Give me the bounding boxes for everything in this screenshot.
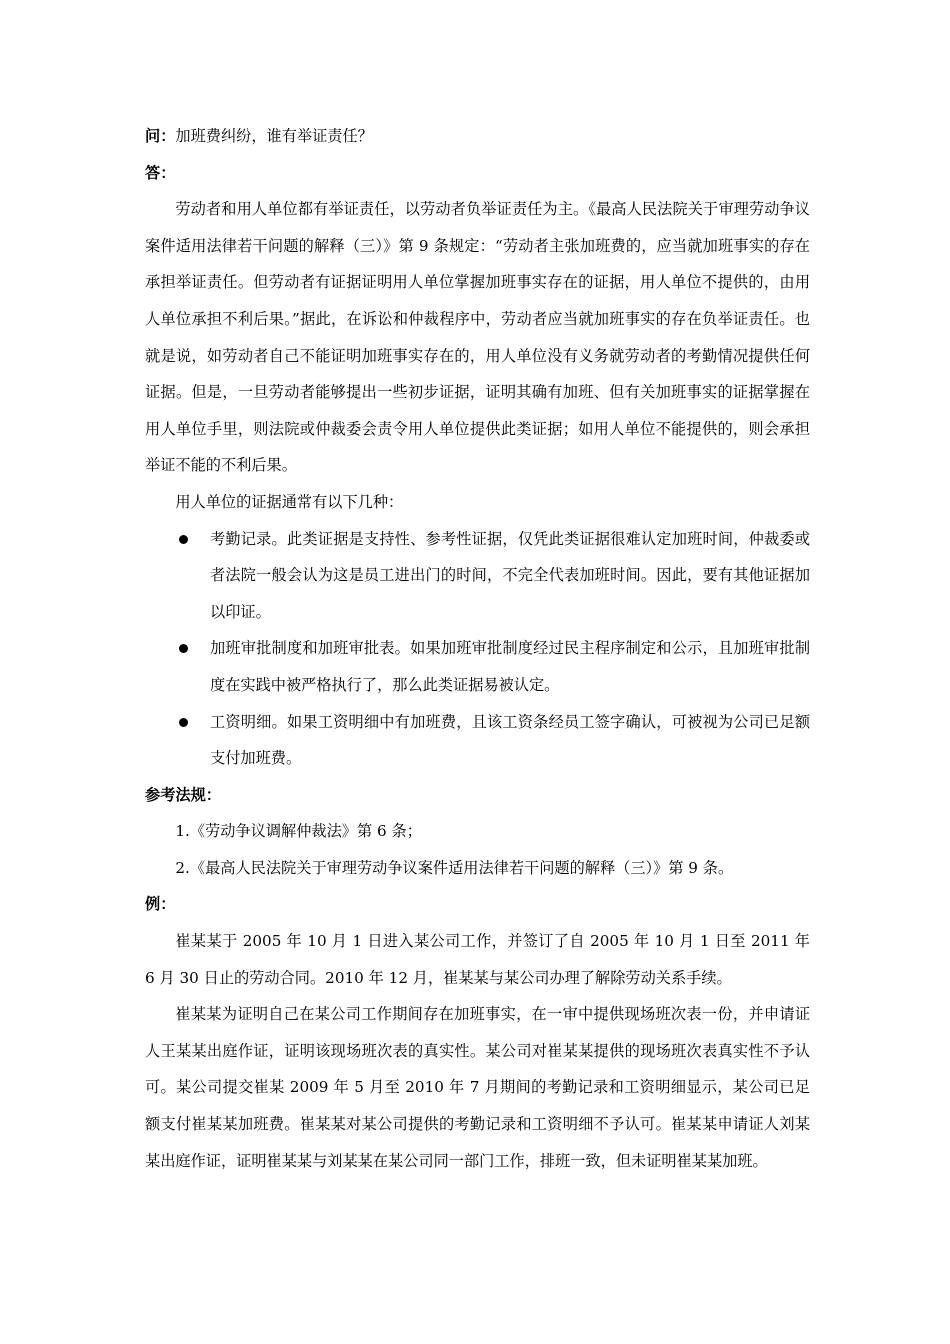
references-label: 参考法规： (145, 785, 221, 804)
evidence-item-text: 加班审批制度和加班审批表。如果加班审批制度经过民主程序制定和公示，且加班审批制度在实践中被严格执行了，那么此类证据易被认定。 (210, 639, 810, 694)
bullet-dot-icon (179, 644, 188, 653)
example-paragraph-1: 崔某某于 2005 年 10 月 1 日进入某公司工作，并签订了自 2005 年 10 月 1 日至 2011 年 6 月 30 日止的劳动合同。2010 年 12 月，崔某某与某公司办理了解除劳动关系手续。 (145, 932, 810, 987)
evidence-item-text: 考勤记录。此类证据是支持性、参考性证据，仅凭此类证据很难认定加班时间，仲裁委或者法院一般会认为这是员工进出门的时间，不完全代表加班时间。因此，要有其他证据加以印证。 (210, 529, 810, 621)
example-paragraph-2: 崔某某为证明自己在某公司工作期间存在加班事实，在一审中提供现场班次表一份，并申请证人王某某出庭作证，证明该现场班次表的真实性。某公司对崔某某提供的现场班次表真实性不予认可。某公司提交崔某 2009 年 5 月至 2010 年 7 月期间的考勤记录和工资明细显示，某公司已足额支付崔某某加班费。崔某某对某公司提供的考勤记录和工资明细不予认可。崔某某申请证人刘某某出庭作证，证明崔某某与刘某某在某公司同一部门工作，排班一致，但未证明崔某某加班。 (145, 1005, 810, 1170)
answer-paragraph-2: 用人单位的证据通常有以下几种： (175, 492, 404, 511)
evidence-item-approval (145, 630, 810, 703)
answer-label: 答： (145, 163, 176, 182)
reference-item-1: 1.《劳动争议调解仲裁法》第 6 条； (175, 822, 422, 841)
document-body (145, 118, 810, 1179)
question-line (145, 118, 810, 155)
evidence-item-text: 工资明细。如果工资明细中有加班费，且该工资条经员工签字确认，可被视为公司已足额支付加班费。 (210, 712, 810, 768)
evidence-item-attendance (145, 521, 810, 631)
bullet-dot-icon (179, 718, 188, 727)
question-label: 问： (145, 127, 176, 145)
example-label: 例： (145, 895, 176, 914)
bullet-dot-icon (179, 535, 188, 544)
reference-item-2: 2.《最高人民法院关于审理劳动争议案件适用法律若干问题的解释（三）》第 9 条。 (175, 858, 734, 877)
question-text: 加班费纠纷，谁有举证责任？ (175, 127, 373, 145)
evidence-list (145, 521, 810, 777)
answer-paragraph-1: 劳动者和用人单位都有举证责任，以劳动者负举证责任为主。《最高人民法院关于审理劳动争议案件适用法律若干问题的解释（三）》第 9 条规定：“劳动者主张加班费的，应当就加班事实的存在承担举证责任。但劳动者有证据证明用人单位掌握加班事实存在的证据，用人单位不提供的，由用人单位承担不利后果。”据此，在诉讼和仲裁程序中，劳动者应当就加班事实的存在负举证责任。也就是说，如劳动者自己不能证明加班事实存在的，用人单位没有义务就劳动者的考勤情况提供任何证据。但是，一旦劳动者能够提出一些初步证据，证明其确有加班、但有关加班事实的证据掌握在用人单位手里，则法院或仲裁委会责令用人单位提供此类证据；如用人单位不能提供的，则会承担举证不能的不利后果。 (145, 200, 810, 475)
evidence-item-payslip (145, 704, 810, 777)
